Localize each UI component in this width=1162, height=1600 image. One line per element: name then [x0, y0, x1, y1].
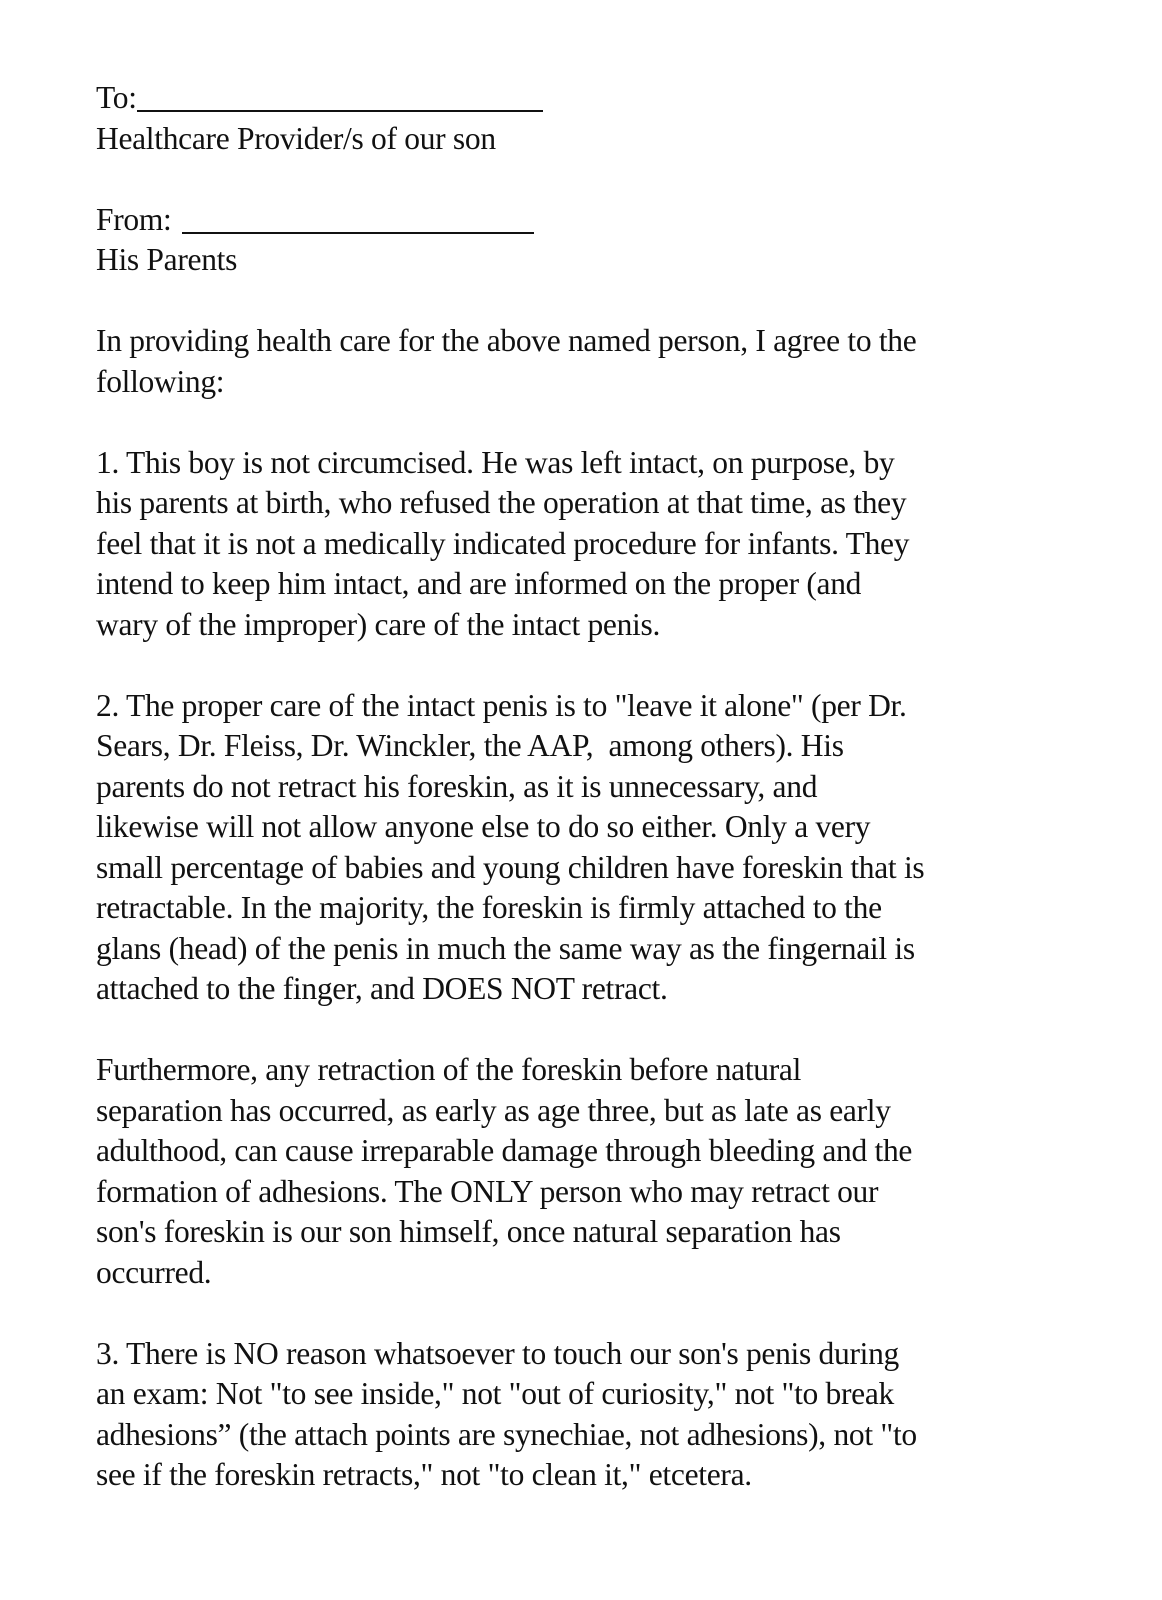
spacer	[96, 402, 1096, 443]
from-blank-field[interactable]	[182, 202, 534, 234]
text-line: 1. This boy is not circumcised. He was left intact, on purpose, by	[96, 444, 895, 480]
text-line: attached to the finger, and DOES NOT retract.	[96, 971, 668, 1006]
text-line: an exam: Not "to see inside," not "out of curiosity," not "to break	[96, 1376, 894, 1411]
spacer	[96, 159, 1096, 200]
text-line: retractable. In the majority, the foreskin is firmly attached to the	[96, 890, 882, 925]
spacer	[96, 1293, 1096, 1334]
text-line: occurred.	[96, 1254, 212, 1290]
text-line: wary of the improper) care of the intact penis.	[96, 606, 661, 642]
text-line: Furthermore, any retraction of the foreskin before natural	[96, 1052, 802, 1087]
text-line: separation has occurred, as early as age three, but as late as early	[96, 1092, 891, 1128]
to-blank-field[interactable]	[137, 80, 543, 112]
spacer	[96, 1010, 1096, 1051]
text-line: Sears, Dr. Fleiss, Dr. Winckler, the AAP, among others). His	[96, 728, 844, 763]
text-line: following:	[96, 363, 225, 399]
text-line: likewise will not allow anyone else to do so either. Only a very	[96, 809, 871, 844]
text-line: see if the foreskin retracts," not "to clean it," etcetera.	[96, 1457, 752, 1492]
document-page	[96, 78, 1096, 1496]
text-line: son's foreskin is our son himself, once natural separation has	[96, 1214, 841, 1249]
text-line: In providing health care for the above named person, I agree to the	[96, 323, 917, 358]
from-block	[96, 200, 1096, 281]
text-line: parents do not retract his foreskin, as it is unnecessary, and	[96, 768, 818, 804]
text-line: glans (head) of the penis in much the same way as the fingernail is	[96, 930, 915, 966]
intro-paragraph	[96, 321, 1096, 402]
text-line: 2. The proper care of the intact penis is to "leave it alone" (per Dr.	[96, 687, 907, 723]
text-line: feel that it is not a medically indicated procedure for infants. They	[96, 525, 910, 561]
spacer	[96, 645, 1096, 686]
to-line	[96, 78, 1096, 119]
item-3-paragraph	[96, 1334, 1096, 1496]
to-block	[96, 78, 1096, 159]
text-line: his parents at birth, who refused the operation at that time, as they	[96, 485, 907, 520]
text-line: adhesions” (the attach points are synechiae, not adhesions), not "to	[96, 1416, 917, 1452]
item-2-paragraph	[96, 686, 1096, 1010]
to-label: To:	[96, 80, 137, 115]
text-line: small percentage of babies and young children have foreskin that is	[96, 849, 925, 885]
furthermore-paragraph	[96, 1050, 1096, 1293]
spacer	[96, 281, 1096, 322]
from-label: From:	[96, 201, 172, 237]
text-line: formation of adhesions. The ONLY person who may retract our	[96, 1173, 879, 1209]
text-line: adulthood, can cause irreparable damage through bleeding and the	[96, 1133, 913, 1168]
item-1-paragraph	[96, 443, 1096, 646]
from-line	[96, 200, 1096, 241]
text-line: intend to keep him intact, and are informed on the proper (and	[96, 566, 862, 601]
from-sender: His Parents	[96, 242, 238, 277]
text-line: 3. There is NO reason whatsoever to touch our son's penis during	[96, 1335, 899, 1371]
to-recipient: Healthcare Provider/s of our son	[96, 120, 496, 156]
